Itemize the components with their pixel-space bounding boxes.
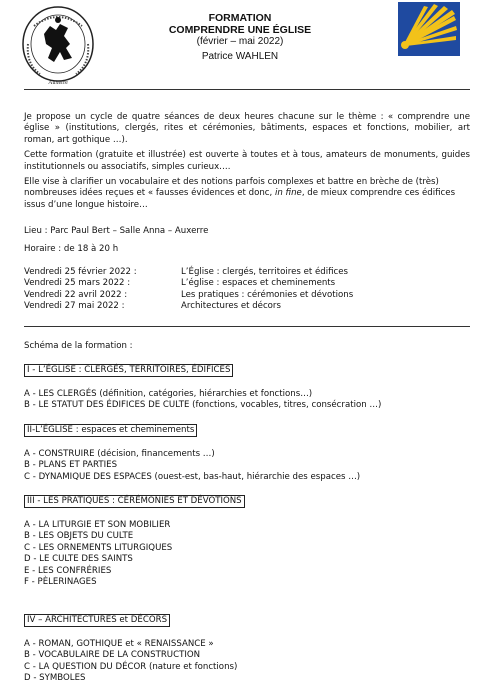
schedule-date: Vendredi 27 mai 2022 :: [24, 301, 125, 312]
section-item: D - LE CULTE DES SAINTS: [24, 554, 133, 565]
page-subtitle: COMPRENDRE UNE ÉGLISE: [168, 24, 312, 36]
section-item: C - DYNAMIQUE DES ESPACES (ouest-est, bas-haut, hiérarchie des espaces …): [24, 471, 361, 482]
schedule-row: [24, 267, 470, 278]
schedule-topic: L’Église : clergés, territoires et édifices: [181, 267, 349, 277]
divider-middle: [24, 326, 470, 327]
page-title: FORMATION: [208, 12, 272, 24]
section-item: C - LA QUESTION DU DÉCOR (nature et fonctions): [24, 661, 238, 672]
section-2: [24, 424, 470, 437]
scallop-shell-logo: [398, 2, 460, 56]
section-item: A - LES CLERGÉS (définition, catégories, hiérarchies et fonctions…): [24, 389, 313, 399]
schedule-date: Vendredi 25 février 2022 :: [24, 267, 137, 277]
schedule-topic: Architectures et décors: [181, 301, 281, 312]
section-2-items: [24, 449, 470, 483]
schedule-date: Vendredi 25 mars 2022 :: [24, 278, 131, 289]
location-line: Lieu : Parc Paul Bert – Salle Anna – Auxerre: [24, 226, 209, 236]
hours-line: Horaire : de 18 à 20 h: [24, 244, 119, 254]
intro-text: [24, 112, 470, 215]
schedule-list: [24, 267, 470, 313]
section-item: B - VOCABULAIRE DE LA CONSTRUCTION: [24, 650, 201, 661]
schedule-row: [24, 301, 470, 312]
section-item: C - LES ORNEMENTS LITURGIQUES: [24, 542, 173, 553]
section-item: E - LES CONFRÉRIES: [24, 565, 112, 576]
section-heading: III - LES PRATIQUES : CÉRÉMONIES ET DÉVOTIONS: [24, 495, 245, 508]
section-heading: I - L’ÉGLISE : CLERGÉS, TERRITOIRES, ÉDIFICES: [24, 364, 233, 377]
intro-paragraph-2: Cette formation (gratuite et illustrée) est ouverte à toutes et à tous, amateurs de monuments, guides institutionnels ou associatifs, simples curieux….: [24, 150, 470, 172]
date-range: (février – mai 2022): [196, 36, 284, 47]
scheme-title: Schéma de la formation :: [24, 341, 133, 351]
section-1-items: [24, 389, 470, 412]
section-item: A - ROMAN, GOTHIQUE et « RENAISSANCE »: [24, 639, 214, 649]
document-header: [120, 12, 360, 63]
association-seal-logo: [20, 4, 96, 88]
section-item: B - LES OBJETS DU CULTE: [24, 531, 134, 542]
section-item: F - PÈLERINAGES: [24, 577, 97, 588]
section-heading: IV – ARCHITECTURES et DÉCORS: [24, 614, 170, 627]
schedule-topic: Les pratiques : cérémonies et dévotions: [181, 289, 354, 300]
section-item: A - CONSTRUIRE (décision, financements …): [24, 449, 215, 459]
section-1: [24, 364, 470, 377]
intro-paragraph-3: Elle vise à clarifier un vocabulaire et des notions parfois complexes et battre en brèche de (très) nombreuses idées reçues et « fausses évidences et donc, in fine, de mieux comprendre ces édifices issus d’une longue histoire…: [24, 177, 456, 210]
section-item: B - LE STATUT DES ÉDIFICES DE CULTE (fonctions, vocables, titres, consécration …): [24, 400, 382, 411]
divider-top: [24, 89, 470, 90]
section-3-items: [24, 520, 470, 588]
intro-paragraph-1: Je propose un cycle de quatre séances de deux heures chacune sur le thème : « comprendre une église » (institutions, clergés, rites et cérémonies, bâtiments, espaces et fonctions, mobilier, art roman, art gothique …).: [24, 112, 470, 145]
section-4: [24, 614, 470, 627]
schedule-topic: L’église : espaces et cheminements: [181, 278, 336, 289]
seal-bottom-text: Auxerre: [48, 80, 68, 86]
author-name: Patrice WAHLEN: [201, 51, 279, 62]
schedule-row: [24, 278, 470, 289]
schedule-row: [24, 290, 470, 301]
section-item: B - PLANS ET PARTIES: [24, 460, 118, 471]
section-item: A - LA LITURGIE ET SON MOBILIER: [24, 520, 171, 530]
section-heading: II-L’ÉGLISE : espaces et cheminements: [24, 424, 197, 437]
section-3: [24, 495, 470, 508]
section-4-items: [24, 639, 470, 685]
schedule-date: Vendredi 22 avril 2022 :: [24, 289, 128, 300]
section-item: D - SYMBOLES: [24, 673, 86, 684]
